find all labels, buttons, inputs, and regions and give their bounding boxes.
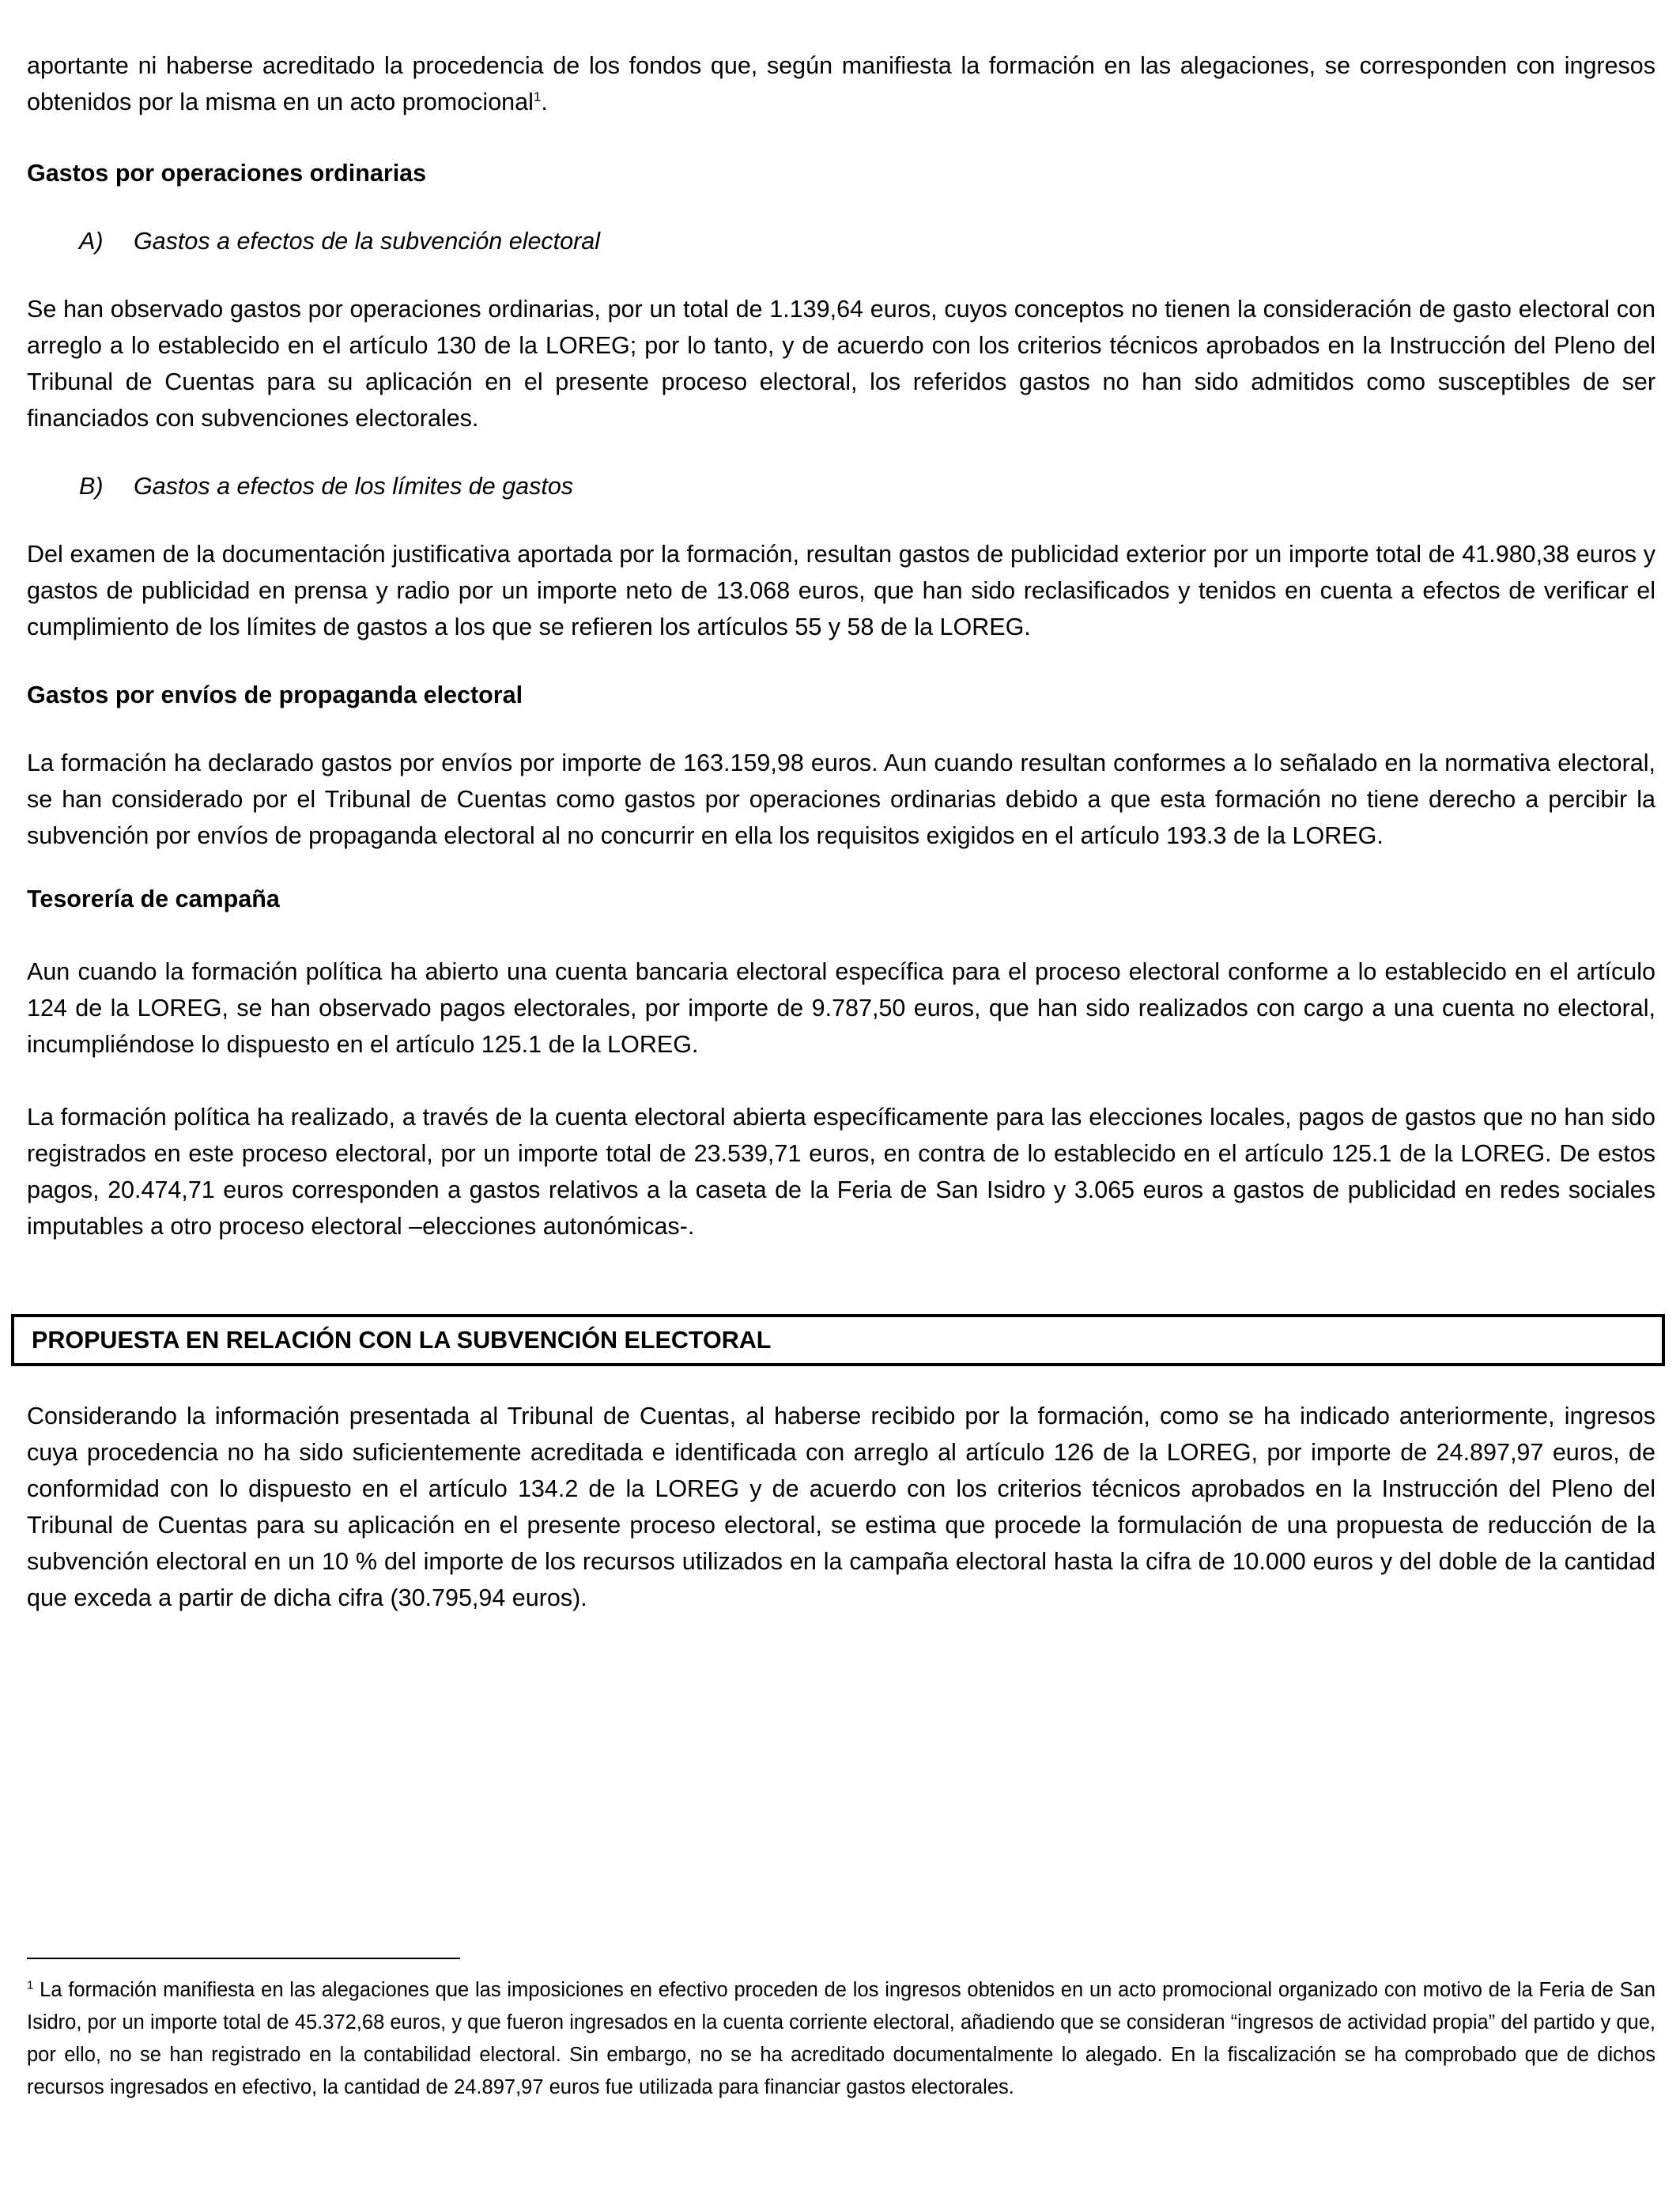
paragraph-subvencion: Se han observado gastos por operaciones ordinarias, por un total de 1.139,64 euros, cuyos conceptos no tienen la consideración de gasto electoral con arreglo a lo establecido en el artículo 130 de la LOREG; por lo tanto, y de acuerdo con los criterios técnicos aprobados en la Instrucción del Pleno del Tribunal de Cuentas para su aplicación en el presente proceso electoral, los referidos gastos no han sido admitidos como susceptibles de ser financiados con subvenciones electorales. — [27, 296, 1655, 432]
footnote-separator — [27, 1958, 460, 1959]
heading-gastos-ordinarias: Gastos por operaciones ordinarias — [27, 160, 427, 187]
subheading-a-title: Gastos a efectos de la subvención electoral — [134, 228, 601, 255]
subheading-b-title: Gastos a efectos de los límites de gastos — [134, 473, 574, 500]
subheading-a — [27, 223, 1655, 259]
document-page — [27, 47, 1655, 1616]
subheading-b — [27, 468, 1655, 504]
intro-text: aportante ni haberse acreditado la procedencia de los fondos que, según manifiesta la formación en las alegaciones, se corresponden con ingresos obtenidos por la misma en un acto promocional — [27, 52, 1655, 115]
subheading-a-letter: A) — [79, 228, 104, 255]
heading-tesoreria: Tesorería de campaña — [27, 886, 280, 912]
footnote — [27, 1974, 1655, 2104]
footnote-number: 1 — [27, 1978, 34, 1992]
paragraph-limites: Del examen de la documentación justificativa aportada por la formación, resultan gastos de publicidad exterior por un importe total de 41.980,38 euros y gastos de publicidad en prensa y radio por un importe neto de 13.068 euros, que han sido reclasificados y tenidos en cuenta a efectos de verificar el cumplimiento de los límites de gastos a los que se refieren los artículos 55 y 58 de la LOREG. — [27, 541, 1655, 640]
intro-paragraph — [27, 47, 1655, 120]
paragraph-envios: La formación ha declarado gastos por envíos por importe de 163.159,98 euros. Aun cuando resultan conformes a lo señalado en la normativa electoral, se han considerado por el Tribunal de Cuentas como gastos por operaciones ordinarias debido a que esta formación no tiene derecho a percibir la subvención por envíos de propaganda electoral al no concurrir en ella los requisitos exigidos en el artículo 193.3 de la LOREG. — [27, 750, 1655, 849]
paragraph-tesoreria-2: La formación política ha realizado, a través de la cuenta electoral abierta específicamente para las elecciones locales, pagos de gastos que no han sido registrados en este proceso electoral, por un importe total de 23.539,71 euros, en contra de lo establecido en el artículo 125.1 de la LOREG. De estos pagos, 20.474,71 euros corresponden a gastos relativos a la caseta de la Feria de San Isidro y 3.065 euros a gastos de publicidad en redes sociales imputables a otro proceso electoral –elecciones autonómicas-. — [27, 1104, 1655, 1240]
paragraph-propuesta: Considerando la información presentada al Tribunal de Cuentas, al haberse recibido por la formación, como se ha indicado anteriormente, ingresos cuya procedencia no ha sido suficientemente acreditada e identificada con arreglo al artículo 126 de la LOREG, por importe de 24.897,97 euros, de conformidad con lo dispuesto en el artículo 134.2 de la LOREG y de acuerdo con los criterios técnicos aprobados en la Instrucción del Pleno del Tribunal de Cuentas para su aplicación en el presente proceso electoral, se estima que procede la formulación de una propuesta de reducción de la subvención electoral en un 10 % del importe de los recursos utilizados en la campaña electoral hasta la cifra de 10.000 euros y del doble de la cantidad que exceda a partir de dicha cifra (30.795,94 euros). — [27, 1403, 1655, 1611]
footnote-text: La formación manifiesta en las alegaciones que las imposiciones en efectivo proceden de los ingresos obtenidos en un acto promocional organizado con motivo de la Feria de San Isidro, por un importe total de 45.372,68 euros, y que fueron ingresados en la cuenta corriente electoral, añadiendo que se consideran “ingresos de actividad propia” del partido y que, por ello, no se han registrado en la contabilidad electoral. Sin embargo, no se ha acreditado documentalmente lo alegado. En la fiscalización se ha comprobado que de dichos recursos ingresados en efectivo, la cantidad de 24.897,97 euros fue utilizada para financiar gastos electorales. — [27, 1979, 1655, 2098]
intro-end: . — [541, 89, 548, 115]
propuesta-title-box: PROPUESTA EN RELACIÓN CON LA SUBVENCIÓN ELECTORAL — [11, 1314, 1665, 1366]
heading-envios: Gastos por envíos de propaganda electoral — [27, 682, 523, 708]
paragraph-tesoreria-1: Aun cuando la formación política ha abierto una cuenta bancaria electoral específica para el proceso electoral conforme a lo establecido en el artículo 124 de la LOREG, se han observado pagos electorales, por importe de 9.787,50 euros, que han sido realizados con cargo a una cuenta no electoral, incumpliéndose lo dispuesto en el artículo 125.1 de la LOREG. — [27, 958, 1655, 1058]
subheading-b-letter: B) — [79, 473, 104, 500]
footnote-reference[interactable]: 1 — [533, 89, 542, 104]
